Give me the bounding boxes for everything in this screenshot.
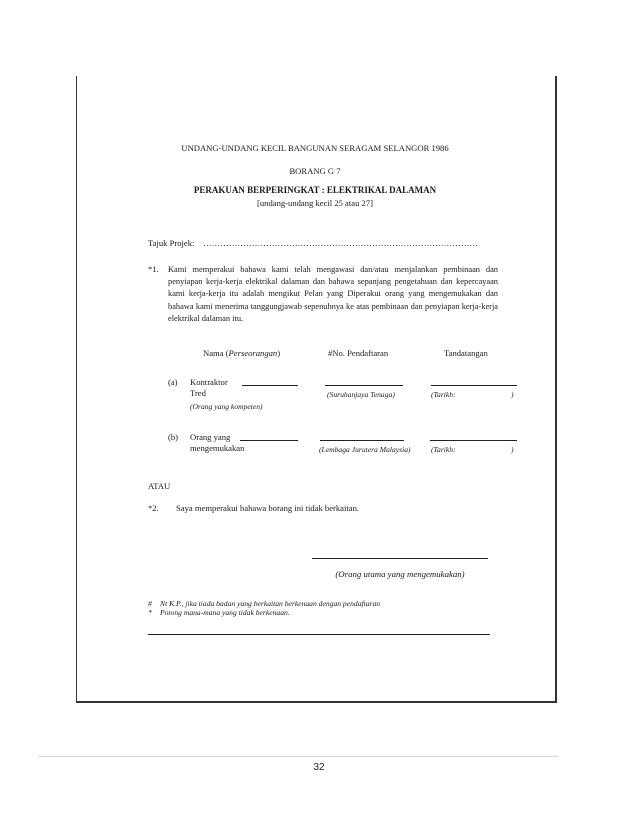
row-b-sign-line (430, 440, 517, 441)
or-label: ATAU (148, 481, 171, 491)
clause-2-text: Saya memperakui bahawa borang ini tidak berkaitan. (176, 503, 360, 513)
form-title: PERAKUAN BERPERINGKAT : ELEKTRIKAL DALAMAN (193, 185, 437, 195)
footnote-star-text: Potong mana-mana yang tidak berkenaan. (160, 608, 290, 617)
row-b-reg-line (320, 440, 404, 441)
page-number: 32 (313, 762, 325, 773)
row-a-note: (Orang yang kompeten) (190, 402, 263, 411)
row-a-sign-line (431, 385, 517, 386)
page-footer-line (38, 756, 558, 757)
row-a-reg-caption: (Suruhanjaya Tenaga) (327, 390, 395, 399)
project-label: Tajuk Projek: (148, 238, 195, 248)
row-b-date-close: ) (511, 445, 514, 454)
row-a-date-caption: (Tarikh: (431, 390, 456, 399)
row-b-reg-caption: (Lembaga Jurutera Malaysia) (319, 445, 411, 454)
footer-rule (148, 634, 490, 635)
row-a-date-close: ) (511, 390, 514, 399)
row-a-reg-line (325, 385, 403, 386)
clause-2-number: *2. (148, 503, 159, 513)
principal-signature-caption: (Orang utama yang mengemukakan) (335, 569, 465, 579)
footnote-hash-symbol: # (148, 599, 152, 608)
footnote-star-symbol: * (148, 608, 152, 617)
row-b-date-caption: (Tarikh: (431, 445, 456, 454)
row-a-name-line (242, 385, 298, 386)
bylaw-reference: [undang-undang kecil 25 atau 27] (257, 198, 373, 208)
column-name-header: Nama (Perseorangan) (203, 348, 281, 358)
project-dots: …………………………………………………………………………………… (203, 238, 478, 248)
clause-1-number: *1. (148, 264, 159, 274)
clause-1-text: Kami memperakui bahawa kami telah mengawasi dan/atau menjalankan pembinaan dan penyiapan kerja-kerja elektrikal dalaman dan bahawa sepanjang pengetahuan dan kepercayaan kami kerja-kerja itu adalah mengikut Pelan yang Diperakui orang yang mengemukakan dan bahawa kami menerima tanggungjawab sepenuhnya ke atas pembinaan dan penyiapan kerja-kerja elektrikal dalaman itu. (168, 265, 498, 323)
row-b-letter: (b) (168, 432, 179, 442)
row-a-letter: (a) (168, 377, 178, 387)
row-a-label-line1: Kontraktor (190, 377, 228, 387)
row-b-name-line (240, 440, 298, 441)
row-b-label-line2: mengemukakan (190, 443, 245, 453)
principal-signature-line (312, 558, 488, 559)
footnote-hash-text: Nt K.P., jika tiada badan yang berkaitan berkenaan dengan pendaftaran (160, 599, 381, 608)
law-title: UNDANG-UNDANG KECIL BANGUNAN SERAGAM SELANGOR 1986 (181, 143, 449, 153)
form-number: BORANG G 7 (289, 166, 341, 176)
column-signature-header: Tandatangan (444, 348, 488, 358)
column-registration-header: #No. Pendaftaran (328, 348, 389, 358)
row-a-label-line2: Tred (190, 388, 206, 398)
row-b-label-line1: Orang yang (190, 432, 231, 442)
